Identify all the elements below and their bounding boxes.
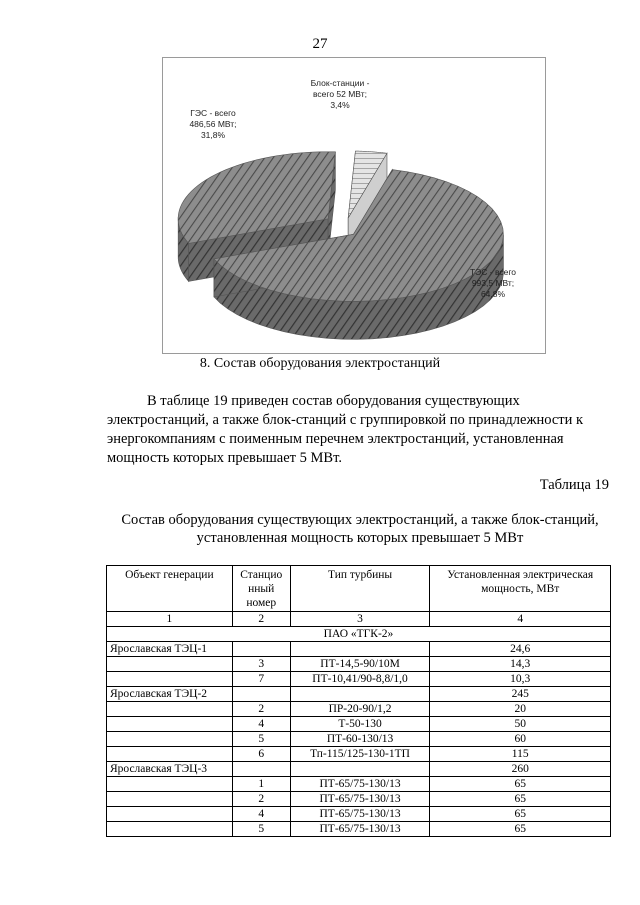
cell-capacity: 24,6 [430,642,611,657]
column-number-row [107,612,611,627]
table-title-line: Состав оборудования существующих электростанций, а также блок-станций, [121,512,599,528]
table-row [107,702,611,717]
cell-turbine-type: Т-50-130 [290,717,430,732]
cell-capacity: 245 [430,687,611,702]
paragraph-line: В таблице 19 приведен состав оборудования существующих [147,393,520,409]
cell-object [107,672,233,687]
header-object: Объект генерации [107,566,233,612]
cell-object [107,732,233,747]
cell-turbine-type [290,762,430,777]
cell-turbine-type [290,642,430,657]
cell-turbine-type: ПТ-65/75-130/13 [290,822,430,837]
cell-station-number: 7 [232,672,290,687]
cell-object [107,747,233,762]
pie-chart [163,58,547,355]
column-number: 3 [290,612,430,627]
cell-turbine-type: ПТ-14,5-90/10М [290,657,430,672]
cell-object [107,717,233,732]
cell-object [107,807,233,822]
cell-capacity: 260 [430,762,611,777]
header-capacity: Установленная электрическая мощность, МВт [430,566,611,612]
cell-object [107,657,233,672]
table-row [107,717,611,732]
cell-capacity: 20 [430,702,611,717]
cell-turbine-type: ПТ-65/75-130/13 [290,807,430,822]
cell-capacity: 65 [430,822,611,837]
cell-capacity: 14,3 [430,657,611,672]
cell-capacity: 50 [430,717,611,732]
cell-station-number: 5 [232,822,290,837]
column-number: 2 [232,612,290,627]
body-paragraph [107,392,609,468]
group-title: ПАО «ТГК-2» [107,627,611,642]
cell-turbine-type: ПР-20-90/1,2 [290,702,430,717]
table-row [107,732,611,747]
table-row [107,822,611,837]
cell-turbine-type: ПТ-10,41/90-8,8/1,0 [290,672,430,687]
paragraph-line: энергокомпаниям с поименным перечнем электростанций, установленная [107,431,564,447]
cell-object [107,702,233,717]
table-row [107,657,611,672]
cell-object: Ярославская ТЭЦ-2 [107,687,233,702]
equipment-table [106,565,611,837]
cell-station-number: 3 [232,657,290,672]
cell-capacity: 65 [430,792,611,807]
table-row [107,642,611,657]
cell-station-number [232,687,290,702]
cell-turbine-type: ПТ-65/75-130/13 [290,792,430,807]
table-row [107,672,611,687]
cell-station-number: 6 [232,747,290,762]
cell-station-number: 4 [232,717,290,732]
table-row [107,777,611,792]
cell-capacity: 60 [430,732,611,747]
cell-capacity: 10,3 [430,672,611,687]
group-row [107,627,611,642]
cell-object [107,822,233,837]
pie-slice-label: ГЭС - всего 486,56 МВт; 31,8% [189,108,237,140]
cell-capacity: 115 [430,747,611,762]
cell-station-number [232,642,290,657]
column-number: 1 [107,612,233,627]
paragraph-line: электростанций, а также блок-станций с группировкой по принадлежности к [107,412,584,428]
cell-capacity: 65 [430,807,611,822]
page-number: 27 [312,36,328,52]
cell-turbine-type [290,687,430,702]
column-number: 4 [430,612,611,627]
table-row [107,807,611,822]
cell-station-number: 2 [232,792,290,807]
cell-object: Ярославская ТЭЦ-3 [107,762,233,777]
table-title [90,511,630,547]
pie-chart-frame [162,57,546,354]
table-header-row [107,566,611,612]
header-turbine-type: Тип турбины [290,566,430,612]
cell-station-number: 4 [232,807,290,822]
pie-slice-label: Блок-станции -всего 52 МВт; 3,4% [310,78,370,110]
cell-object: Ярославская ТЭЦ-1 [107,642,233,657]
cell-object [107,792,233,807]
figure-caption: 8. Состав оборудования электростанций [199,356,441,371]
pie-slice-label: ТЭС - всего 993,5 МВт; 64,8% [469,267,517,299]
table-number: Таблица 19 [539,477,609,493]
paragraph-line: мощность которых превышает 5 МВт. [107,450,342,466]
table-row [107,792,611,807]
cell-station-number [232,762,290,777]
cell-station-number: 2 [232,702,290,717]
cell-turbine-type: ПТ-60-130/13 [290,732,430,747]
table-row [107,747,611,762]
cell-turbine-type: ПТ-65/75-130/13 [290,777,430,792]
cell-turbine-type: Тп-115/125-130-1ТП [290,747,430,762]
table-row [107,687,611,702]
cell-station-number: 5 [232,732,290,747]
cell-object [107,777,233,792]
header-station-number: Станцио нный номер [232,566,290,612]
table-title-line: установленная мощность которых превышает 5 МВт [196,530,524,546]
table-row [107,762,611,777]
cell-station-number: 1 [232,777,290,792]
cell-capacity: 65 [430,777,611,792]
